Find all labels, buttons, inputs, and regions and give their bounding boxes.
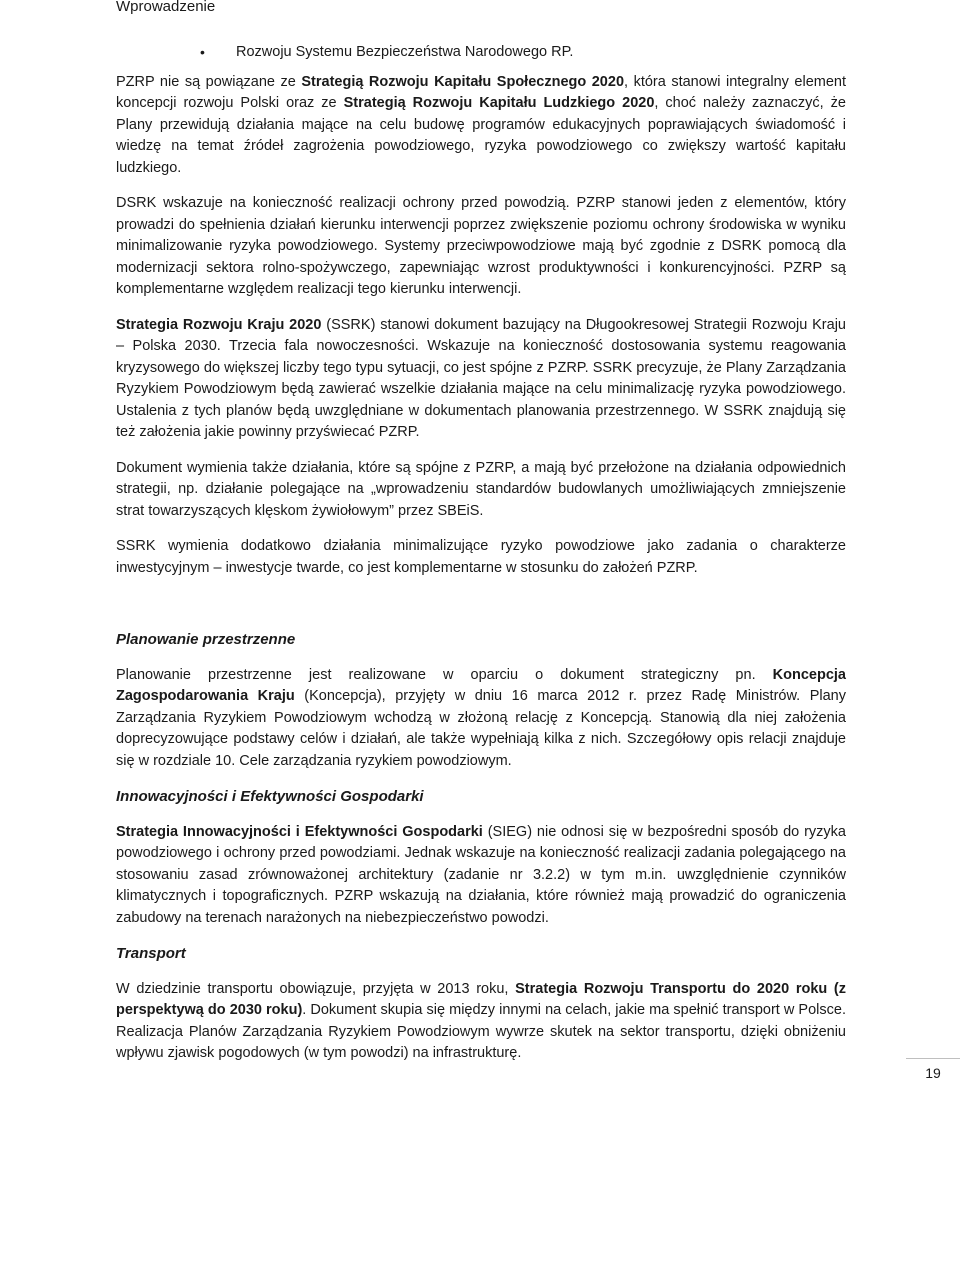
document-body	[116, 42, 846, 1079]
paragraph-dokument: Dokument wymienia także działania, które są spójne z PZRP, a mają być przełożone na działania odpowiednich strategii, np. działanie polegające na „wprowadzeniu standardów budowlanych umożliwiających zmniejszenie strat towarzyszących klęskom żywiołowym” przez SBEiS.	[116, 459, 846, 519]
heading-planowanie: Planowanie przestrzenne	[116, 631, 296, 648]
paragraph-sieg: Strategia Innowacyjności i Efektywności Gospodarki (SIEG) nie odnosi się w bezpośredni sposób do ryzyka powodziowego i ochrony przed powodziami. Jednak wskazuje na konieczność realizacji zadania polegającego na stosowaniu zasad zrównoważonej architektury (zadanie nr 3.2.2) w tym m.in. uwzględnienie czynników klimatycznych i topograficznych. PZRP wskazują na działania, które również mają prowadzić do ograniczenia zabudowy na terenach narażonych na niebezpieczeństwo powodzi.	[116, 823, 846, 926]
section-gap	[116, 593, 846, 629]
running-header: Wprowadzenie	[116, 0, 216, 15]
heading-innowacyjnosc: Innowacyjności i Efektywności Gospodarki	[116, 788, 424, 805]
bullet-list	[116, 42, 846, 64]
paragraph-transport: W dziedzinie transportu obowiązuje, przyjęta w 2013 roku, Strategia Rozwoju Transportu do 2020 roku (z perspektywą do 2030 roku). Dokument skupia się między innymi na celach, jakie ma spełnić transport w Polsce. Realizacja Planów Zarządzania Ryzykiem Powodziowym wywrze skutek na sektor transportu, dzięki obniżeniu wpływu zjawisk pogodowych (w tym powodzi) na infrastrukturę.	[116, 980, 846, 1061]
paragraph-kapital: PZRP nie są powiązane ze Strategią Rozwoju Kapitału Społecznego 2020, która stanowi integralny element koncepcji rozwoju Polski oraz ze Strategią Rozwoju Kapitału Ludzkiego 2020, choć należy zaznaczyć, że Plany przewidują działania mające na celu budowę programów edukacyjnych poprawiających świadomość i wiedzę na temat źródeł zagrożenia powodziowego, ryzyka powodziowego co zwiększy wartość kapitału ludzkiego.	[116, 73, 847, 176]
paragraph-ssrk: Strategia Rozwoju Kraju 2020 (SSRK) stanowi dokument bazujący na Długookresowej Strategii Rozwoju Kraju – Polska 2030. Trzecia fala nowoczesności. Wskazuje na konieczność dostosowania systemu reagowania kryzysowego do większej liczby tego typu sytuacji, co jest spójne z PZRP. SSRK precyzuje, że Plany Zarządzania Ryzykiem Powodziowym będą zawierać wszelkie działania mające na celu minimalizację ryzyka powodziowego. Ustalenia z tych planów będą uwzględniane w dokumentach planowania przestrzennego. W SSRK znajdują się też założenia jakie powinny przyświecać PZRP.	[116, 316, 846, 440]
paragraph-planowanie: Planowanie przestrzenne jest realizowane w oparciu o dokument strategiczny pn. Koncepcja Zagospodarowania Kraju (Koncepcja), przyjęty w dniu 16 marca 2012 r. przez Radę Ministrów. Plany Zarządzania Ryzykiem Powodziowym wchodzą w złożoną relację z Koncepcją. Stanowią dla niej założenia doprecyzowujące podstawy celów i działań, ale także wypełniają kilka z nich. Szczegółowy opis relacji znajduje się w rozdziale 10. Cele zarządzania ryzykiem powodziowym.	[116, 666, 846, 769]
paragraph-ssrk-dodatkowo: SSRK wymienia dodatkowo działania minimalizujące ryzyko powodziowe jako zadania o charakterze inwestycyjnym – inwestycje twarde, co jest komplementarne w stosunku do założeń PZRP.	[116, 538, 846, 576]
heading-transport: Transport	[116, 945, 186, 962]
paragraph-dsrk: DSRK wskazuje na konieczność realizacji ochrony przed powodzią. PZRP stanowi jeden z elementów, który prowadzi do spełnienia działań kierunku interwencji poprzez zwiększenie poziomu ochrony środowiska w wyniku minimalizowanie ryzyka powodziowego. Systemy przeciwpowodziowe mają być zgodnie z DSRK pomocą dla modernizacji sektora rolno-spożywczego, zapewniając wzrost produktywności i konkurencyjności. PZRP są komplementarne względem realizacji tego kierunku interwencji.	[116, 195, 846, 297]
page-number: 19	[906, 1058, 960, 1081]
list-item: • Rozwoju Systemu Bezpieczeństwa Narodowego RP.	[116, 42, 846, 64]
